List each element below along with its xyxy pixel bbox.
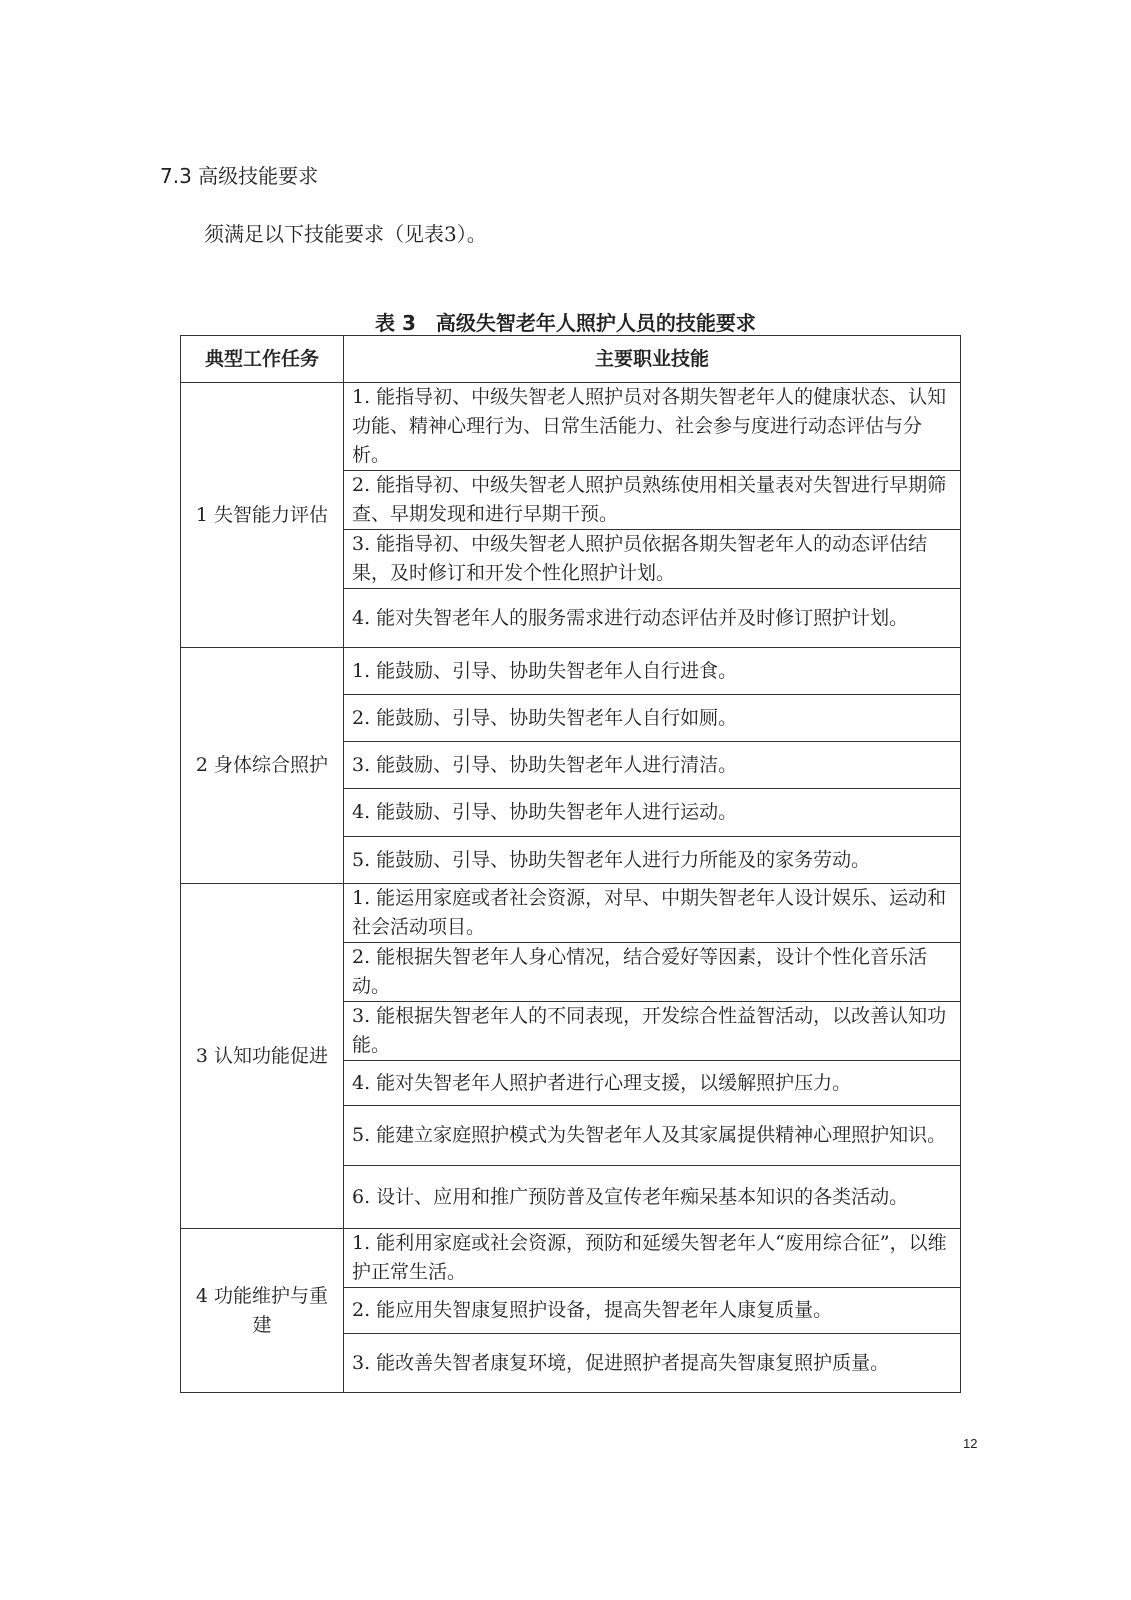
task-cell: 1 失智能力评估 — [181, 383, 344, 648]
skill-cell: 2. 能指导初、中级失智老人照护员熟练使用相关量表对失智进行早期筛查、早期发现和进行早期干预。 — [344, 471, 961, 530]
intro-paragraph: 须满足以下技能要求（见表3）。 — [204, 222, 487, 246]
skill-cell: 1. 能鼓励、引导、协助失智老年人自行进食。 — [344, 648, 961, 695]
table-caption: 表 3 高级失智老年人照护人员的技能要求 — [375, 311, 756, 335]
skill-cell: 2. 能应用失智康复照护设备，提高失智老年人康复质量。 — [344, 1288, 961, 1334]
skill-cell: 2. 能鼓励、引导、协助失智老年人自行如厕。 — [344, 695, 961, 742]
skill-cell: 1. 能利用家庭或社会资源，预防和延缓失智老年人“废用综合征”，以维护正常生活。 — [344, 1229, 961, 1288]
skill-cell: 4. 能对失智老年人照护者进行心理支援，以缓解照护压力。 — [344, 1061, 961, 1106]
skills-table — [180, 335, 961, 1393]
skill-cell: 3. 能鼓励、引导、协助失智老年人进行清洁。 — [344, 742, 961, 789]
table-header-row — [181, 336, 961, 383]
header-task: 典型工作任务 — [181, 336, 344, 383]
skill-cell: 3. 能改善失智者康复环境，促进照护者提高失智康复照护质量。 — [344, 1334, 961, 1393]
table-row — [181, 383, 961, 471]
skill-cell: 4. 能对失智老年人的服务需求进行动态评估并及时修订照护计划。 — [344, 589, 961, 648]
header-skill: 主要职业技能 — [344, 336, 961, 383]
task-cell: 4 功能维护与重建 — [181, 1229, 344, 1393]
section-heading: 7.3 高级技能要求 — [160, 164, 319, 188]
skill-cell: 3. 能指导初、中级失智老人照护员依据各期失智老年人的动态评估结果，及时修订和开发个性化照护计划。 — [344, 530, 961, 589]
skill-cell: 3. 能根据失智老年人的不同表现，开发综合性益智活动，以改善认知功能。 — [344, 1002, 961, 1061]
skill-cell: 1. 能指导初、中级失智老人照护员对各期失智老年人的健康状态、认知功能、精神心理行为、日常生活能力、社会参与度进行动态评估与分析。 — [344, 383, 961, 471]
task-cell: 2 身体综合照护 — [181, 648, 344, 884]
skill-cell: 5. 能鼓励、引导、协助失智老年人进行力所能及的家务劳动。 — [344, 837, 961, 884]
skill-cell: 6. 设计、应用和推广预防普及宣传老年痴呆基本知识的各类活动。 — [344, 1166, 961, 1229]
task-cell: 3 认知功能促进 — [181, 884, 344, 1229]
skill-cell: 5. 能建立家庭照护模式为失智老年人及其家属提供精神心理照护知识。 — [344, 1106, 961, 1166]
page-number: 12 — [963, 1436, 978, 1451]
table-row — [181, 648, 961, 695]
skill-cell: 4. 能鼓励、引导、协助失智老年人进行运动。 — [344, 789, 961, 837]
skill-cell: 2. 能根据失智老年人身心情况，结合爱好等因素，设计个性化音乐活动。 — [344, 943, 961, 1002]
table-row — [181, 1229, 961, 1288]
skill-cell: 1. 能运用家庭或者社会资源，对早、中期失智老年人设计娱乐、运动和社会活动项目。 — [344, 884, 961, 943]
table-row — [181, 884, 961, 943]
